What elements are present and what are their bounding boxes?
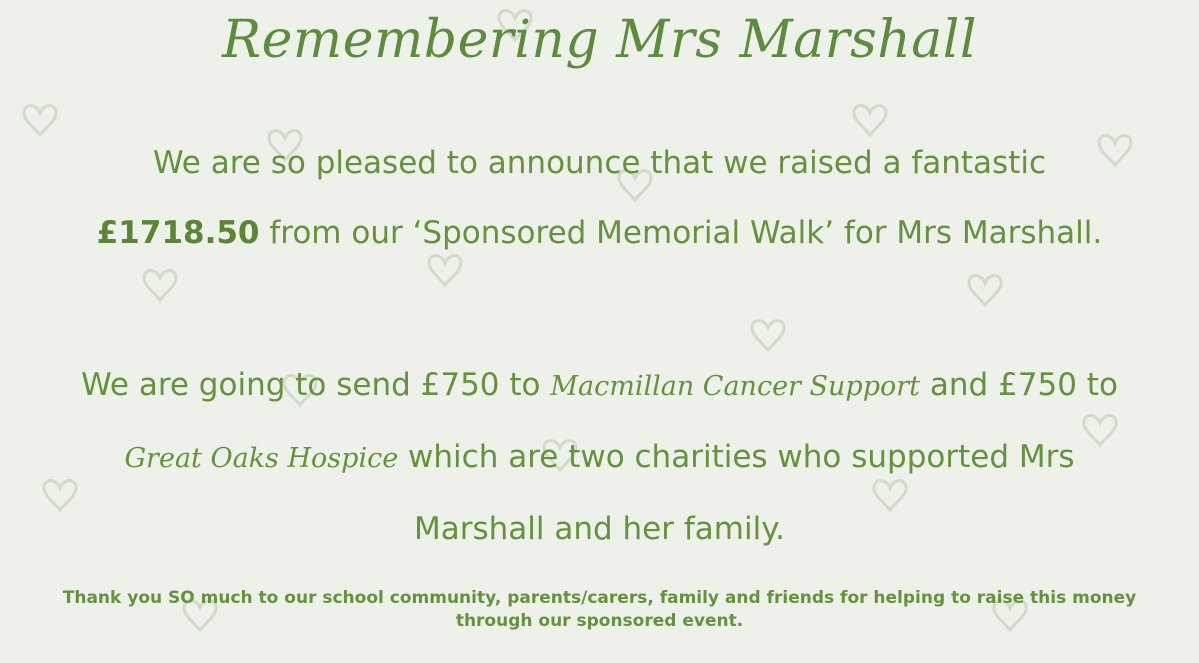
thank-you-line1: Thank you SO much to our school community, parents/carers, family and friends for helping to raise this money (62, 588, 1137, 608)
charities-part3: which are two charities who supported Mrs Marshall and her family. (398, 439, 1075, 547)
announcement-rest: from our ‘Sponsored Memorial Walk’ for Mrs Marshall. (259, 215, 1103, 251)
announcement-lead: We are so pleased to announce that we raised a fantastic (152, 145, 1047, 181)
charities-part2: and £750 to (920, 367, 1118, 403)
charity-great-oaks: Great Oaks Hospice (124, 443, 399, 474)
thank-you-line2: through our sponsored event. (455, 611, 744, 631)
thank-you-note (0, 587, 1199, 633)
announcement-paragraph (60, 128, 1139, 268)
raised-amount: £1718.50 (96, 215, 260, 251)
charities-paragraph (60, 350, 1139, 564)
page-title: Remembering Mrs Marshall (221, 10, 978, 70)
charities-part1: We are going to send £750 to (81, 367, 551, 403)
charity-macmillan: Macmillan Cancer Support (550, 371, 921, 402)
